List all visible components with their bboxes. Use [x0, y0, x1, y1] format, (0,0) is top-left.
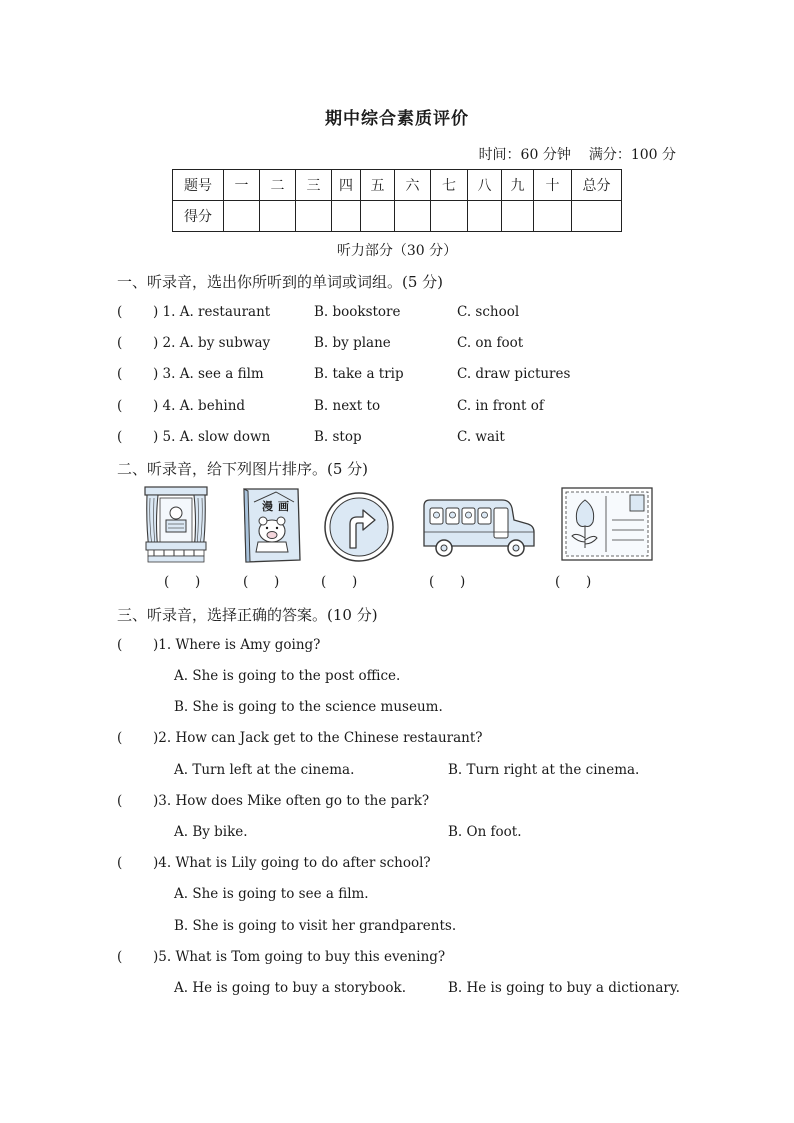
question-text: )3. How does Mike often go to the park?	[153, 793, 430, 809]
s3-q4-option-b: B. She is going to visit her grandparents.	[174, 918, 457, 934]
score-header-cell: 四	[332, 170, 361, 201]
score-header-cell: 一	[224, 170, 260, 201]
exam-meta	[479, 144, 676, 164]
s3-q2-option-a: A. Turn left at the cinema.	[174, 762, 355, 778]
answer-blank[interactable]: (	[117, 637, 123, 653]
question-text: ) 3. A. see a film	[153, 366, 264, 382]
answer-blank[interactable]: (	[117, 793, 123, 809]
score-header-cell: 总分	[572, 170, 622, 201]
question-text: )4. What is Lily going to do after school?	[153, 855, 431, 871]
question-text: )2. How can Jack get to the Chinese restaurant?	[153, 730, 483, 746]
s3-q4-option-a: A. She is going to see a film.	[174, 886, 369, 902]
s3-q3-option-a: A. By bike.	[174, 824, 248, 840]
question-text: )5. What is Tom going to buy this evening?	[153, 949, 446, 965]
exam-full-score: 满分：100 分	[588, 147, 676, 163]
question-text: ) 4. A. behind	[153, 398, 246, 414]
question-text: )1. Where is Amy going?	[153, 637, 321, 653]
s1-question-1	[117, 304, 717, 324]
score-header-cell: 八	[468, 170, 502, 201]
page-title: 期中综合素质评价	[325, 109, 469, 129]
score-table-header-row	[173, 170, 622, 201]
score-cell[interactable]	[572, 201, 622, 232]
cinema-stage-icon	[144, 486, 208, 564]
s1-question-5	[117, 429, 717, 449]
section2-heading: 二、听录音，给下列图片排序。(5 分)	[117, 460, 369, 478]
exam-time: 时间：60 分钟	[478, 147, 571, 163]
answer-blank[interactable]: (	[117, 366, 123, 382]
score-cell[interactable]	[534, 201, 572, 232]
score-cell[interactable]	[224, 201, 260, 232]
score-table-score-row	[173, 201, 622, 232]
score-table	[172, 169, 622, 232]
option-b: B. stop	[314, 429, 362, 445]
option-c: C. on foot	[457, 335, 524, 351]
question-text: ) 2. A. by subway	[153, 335, 271, 351]
score-header-cell: 三	[296, 170, 332, 201]
s1-question-4	[117, 398, 717, 418]
s3-question-4	[117, 855, 717, 875]
score-header-cell: 七	[431, 170, 468, 201]
answer-blank[interactable]: (	[117, 949, 123, 965]
picture-answer-blank-3[interactable]: ( )	[321, 574, 358, 590]
s3-question-1	[117, 637, 717, 657]
option-b: B. bookstore	[314, 304, 401, 320]
comic-book-icon	[240, 486, 304, 564]
score-header-cell: 二	[260, 170, 296, 201]
picture-answer-blank-4[interactable]: ( )	[429, 574, 466, 590]
answer-blank[interactable]: (	[117, 304, 123, 320]
score-header-cell: 九	[502, 170, 534, 201]
answer-blank[interactable]: (	[117, 429, 123, 445]
s3-q1-option-b: B. She is going to the science museum.	[174, 699, 443, 715]
s3-q1-option-a: A. She is going to the post office.	[174, 668, 401, 684]
s3-question-5	[117, 949, 717, 969]
s3-question-3	[117, 793, 717, 813]
question-text: ) 5. A. slow down	[153, 429, 271, 445]
s3-q5-option-b: B. He is going to buy a dictionary.	[448, 980, 680, 996]
section1-heading: 一、听录音，选出你所听到的单词或词组。(5 分)	[117, 273, 444, 291]
option-c: C. draw pictures	[457, 366, 571, 382]
option-c: C. school	[457, 304, 520, 320]
score-cell[interactable]	[296, 201, 332, 232]
s3-q3-option-b: B. On foot.	[448, 824, 522, 840]
option-b: B. next to	[314, 398, 381, 414]
postcard-icon	[560, 486, 654, 564]
score-row-label: 得分	[173, 201, 224, 232]
score-cell[interactable]	[361, 201, 395, 232]
option-b: B. take a trip	[314, 366, 404, 382]
score-cell[interactable]	[395, 201, 431, 232]
turn-right-sign-icon	[323, 486, 395, 564]
answer-blank[interactable]: (	[117, 855, 123, 871]
option-c: C. in front of	[457, 398, 544, 414]
s1-question-3	[117, 366, 717, 386]
comic-text-top: 漫	[262, 500, 273, 513]
option-c: C. wait	[457, 429, 505, 445]
section3-heading: 三、听录音，选择正确的答案。(10 分)	[117, 606, 378, 624]
s3-q5-option-a: A. He is going to buy a storybook.	[174, 980, 407, 996]
s1-question-2	[117, 335, 717, 355]
listening-part-heading: 听力部分（30 分）	[336, 243, 458, 259]
score-cell[interactable]	[502, 201, 534, 232]
comic-text-bottom: 画	[278, 500, 289, 513]
answer-blank[interactable]: (	[117, 398, 123, 414]
picture-answer-blank-1[interactable]: ( )	[164, 574, 201, 590]
bus-icon	[420, 486, 538, 564]
score-cell[interactable]	[260, 201, 296, 232]
score-header-cell: 题号	[173, 170, 224, 201]
answer-blank[interactable]: (	[117, 335, 123, 351]
score-header-cell: 五	[361, 170, 395, 201]
picture-answer-blank-2[interactable]: ( )	[243, 574, 280, 590]
score-cell[interactable]	[431, 201, 468, 232]
question-text: ) 1. A. restaurant	[153, 304, 271, 320]
score-cell[interactable]	[332, 201, 361, 232]
s3-q2-option-b: B. Turn right at the cinema.	[448, 762, 640, 778]
score-header-cell: 六	[395, 170, 431, 201]
option-b: B. by plane	[314, 335, 391, 351]
s3-question-2	[117, 730, 717, 750]
picture-answer-blank-5[interactable]: ( )	[555, 574, 592, 590]
score-cell[interactable]	[468, 201, 502, 232]
answer-blank[interactable]: (	[117, 730, 123, 746]
score-header-cell: 十	[534, 170, 572, 201]
